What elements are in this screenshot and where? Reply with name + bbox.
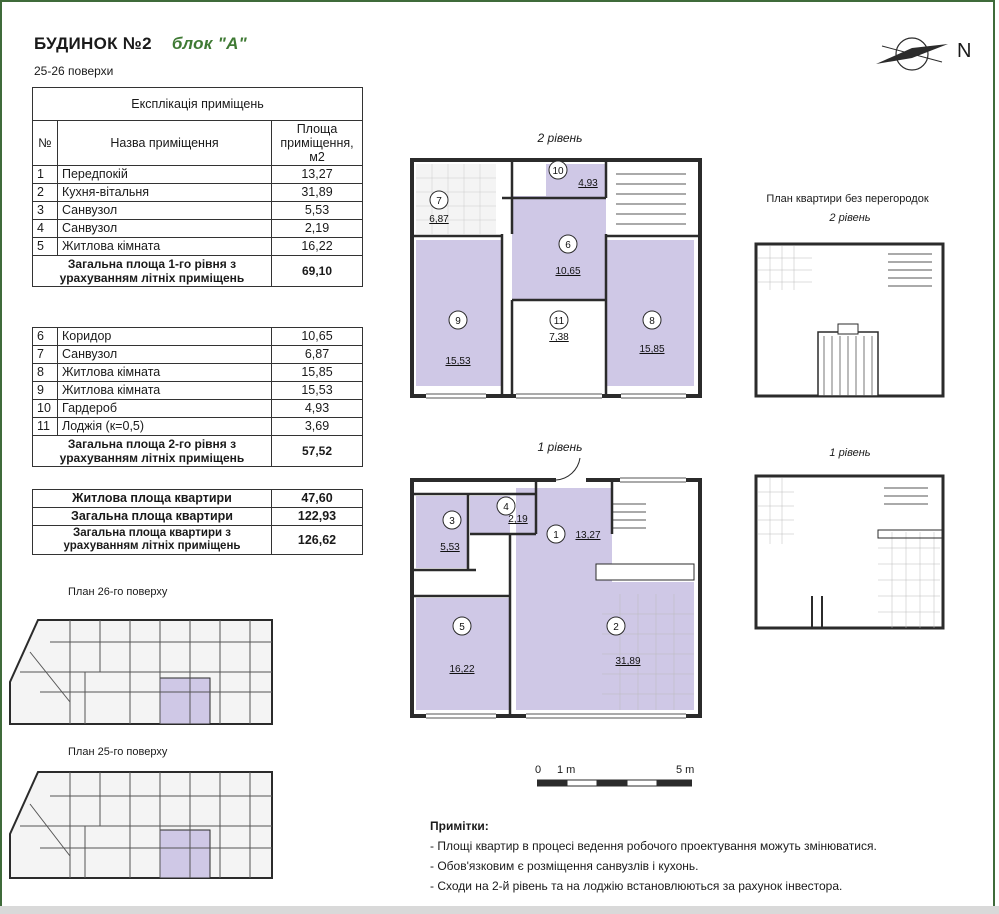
- room-8-area: 15,85: [639, 344, 665, 355]
- floor-plan-26: [10, 612, 275, 727]
- room-4-area: 2,19: [508, 514, 528, 525]
- page-title: [34, 34, 247, 54]
- table-row: 3 Санвузол 5,53: [33, 202, 363, 220]
- table-row: 8 Житлова кімната 15,85: [33, 364, 363, 382]
- floors-subtitle: 25-26 поверхи: [34, 64, 114, 78]
- scale-bar: [536, 778, 696, 788]
- no-partitions-level1-plan: [752, 472, 947, 632]
- room-9-number: 9: [455, 316, 461, 327]
- level1-title: 1 рівень: [537, 440, 583, 454]
- room-7-area: 6,87: [429, 214, 449, 225]
- block-title: блок "А": [171, 34, 248, 53]
- room-6-number: 6: [565, 240, 571, 251]
- floor-plan-25: [10, 768, 275, 883]
- note-item: - Площі квартир в процесі ведення робочого проектування можуть змінюватися.: [430, 839, 877, 853]
- table-caption: Експлікація приміщень: [33, 88, 363, 121]
- room-2-number: 2: [613, 622, 619, 633]
- room-11-area: 7,38: [549, 332, 569, 343]
- summary-row: Загальна площа квартири з урахуванням літніх приміщень 126,62: [33, 526, 363, 555]
- level1-total-label: Загальна площа 1-го рівня з урахуванням літніх приміщень: [33, 256, 272, 287]
- north-label: N: [957, 40, 972, 62]
- scale-zero: 0: [535, 764, 542, 776]
- table-row: 4 Санвузол 2,19: [33, 220, 363, 238]
- no-partitions-level1: 1 рівень: [829, 447, 871, 459]
- scale-one: 1 m: [557, 764, 576, 776]
- room-3-number: 3: [449, 516, 455, 527]
- room-10-number: 10: [552, 166, 564, 177]
- explication-table-level1: [32, 87, 363, 287]
- table-row: 1 Передпокій 13,27: [33, 166, 363, 184]
- bottom-band: [0, 906, 999, 914]
- level1-total-row: [33, 256, 363, 287]
- table-row: 6 Коридор 10,65: [33, 328, 363, 346]
- compass-icon: [872, 24, 952, 84]
- room-7-number: 7: [436, 196, 442, 207]
- plan25-label: План 25-го поверху: [68, 746, 168, 758]
- room-2-area: 31,89: [615, 656, 641, 667]
- building-title: БУДИНОК №2: [34, 34, 152, 53]
- table-row: 11 Лоджія (к=0,5) 3,69: [33, 418, 363, 436]
- plan26-label: План 26-го поверху: [68, 586, 168, 598]
- room-9-area: 15,53: [445, 356, 471, 367]
- table-row: 7 Санвузол 6,87: [33, 346, 363, 364]
- col-name-header: Назва приміщення: [58, 121, 272, 166]
- summary-row: Житлова площа квартири 47,60: [33, 490, 363, 508]
- room-3-area: 5,53: [440, 542, 460, 553]
- level2-total-label: Загальна площа 2-го рівня з урахуванням літніх приміщень: [33, 436, 272, 467]
- scale-five: 5 m: [676, 764, 695, 776]
- summary-table: [32, 489, 363, 555]
- table-row: 10 Гардероб 4,93: [33, 400, 363, 418]
- no-partitions-level2: 2 рівень: [829, 212, 871, 224]
- note-item: - Обов'язковим є розміщення санвузлів і кухонь.: [430, 859, 699, 873]
- table-row: 2 Кухня-вітальня 31,89: [33, 184, 363, 202]
- room-5-number: 5: [459, 622, 465, 633]
- room-1-number: 1: [553, 530, 559, 541]
- level2-plan: [406, 154, 706, 402]
- explication-table-level2: [32, 327, 363, 467]
- notes-heading: Примітки:: [430, 819, 489, 833]
- level1-plan: [406, 474, 706, 722]
- level2-total-row: [33, 436, 363, 467]
- room-1-area: 13,27: [575, 530, 601, 541]
- room-6-area: 10,65: [555, 266, 581, 277]
- room-11-number: 11: [553, 316, 565, 327]
- room-5-area: 16,22: [449, 664, 475, 675]
- room-4-number: 4: [503, 502, 509, 513]
- table-row: 9 Житлова кімната 15,53: [33, 382, 363, 400]
- col-area-header: Площа приміщення, м2: [272, 121, 363, 166]
- table-row: 5 Житлова кімната 16,22: [33, 238, 363, 256]
- col-no-header: №: [33, 121, 58, 166]
- level1-total-value: 69,10: [272, 256, 363, 287]
- level2-total-value: 57,52: [272, 436, 363, 467]
- no-partitions-title: План квартири без перегородок: [766, 193, 929, 205]
- no-partitions-level2-plan: [752, 240, 947, 400]
- summary-row: Загальна площа квартири 122,93: [33, 508, 363, 526]
- room-8-number: 8: [649, 316, 655, 327]
- level2-title: 2 рівень: [537, 131, 583, 145]
- note-item: - Сходи на 2-й рівень та на лоджію встановлюються за рахунок інвестора.: [430, 879, 843, 893]
- notes: [430, 816, 877, 896]
- room-10-area: 4,93: [578, 178, 598, 189]
